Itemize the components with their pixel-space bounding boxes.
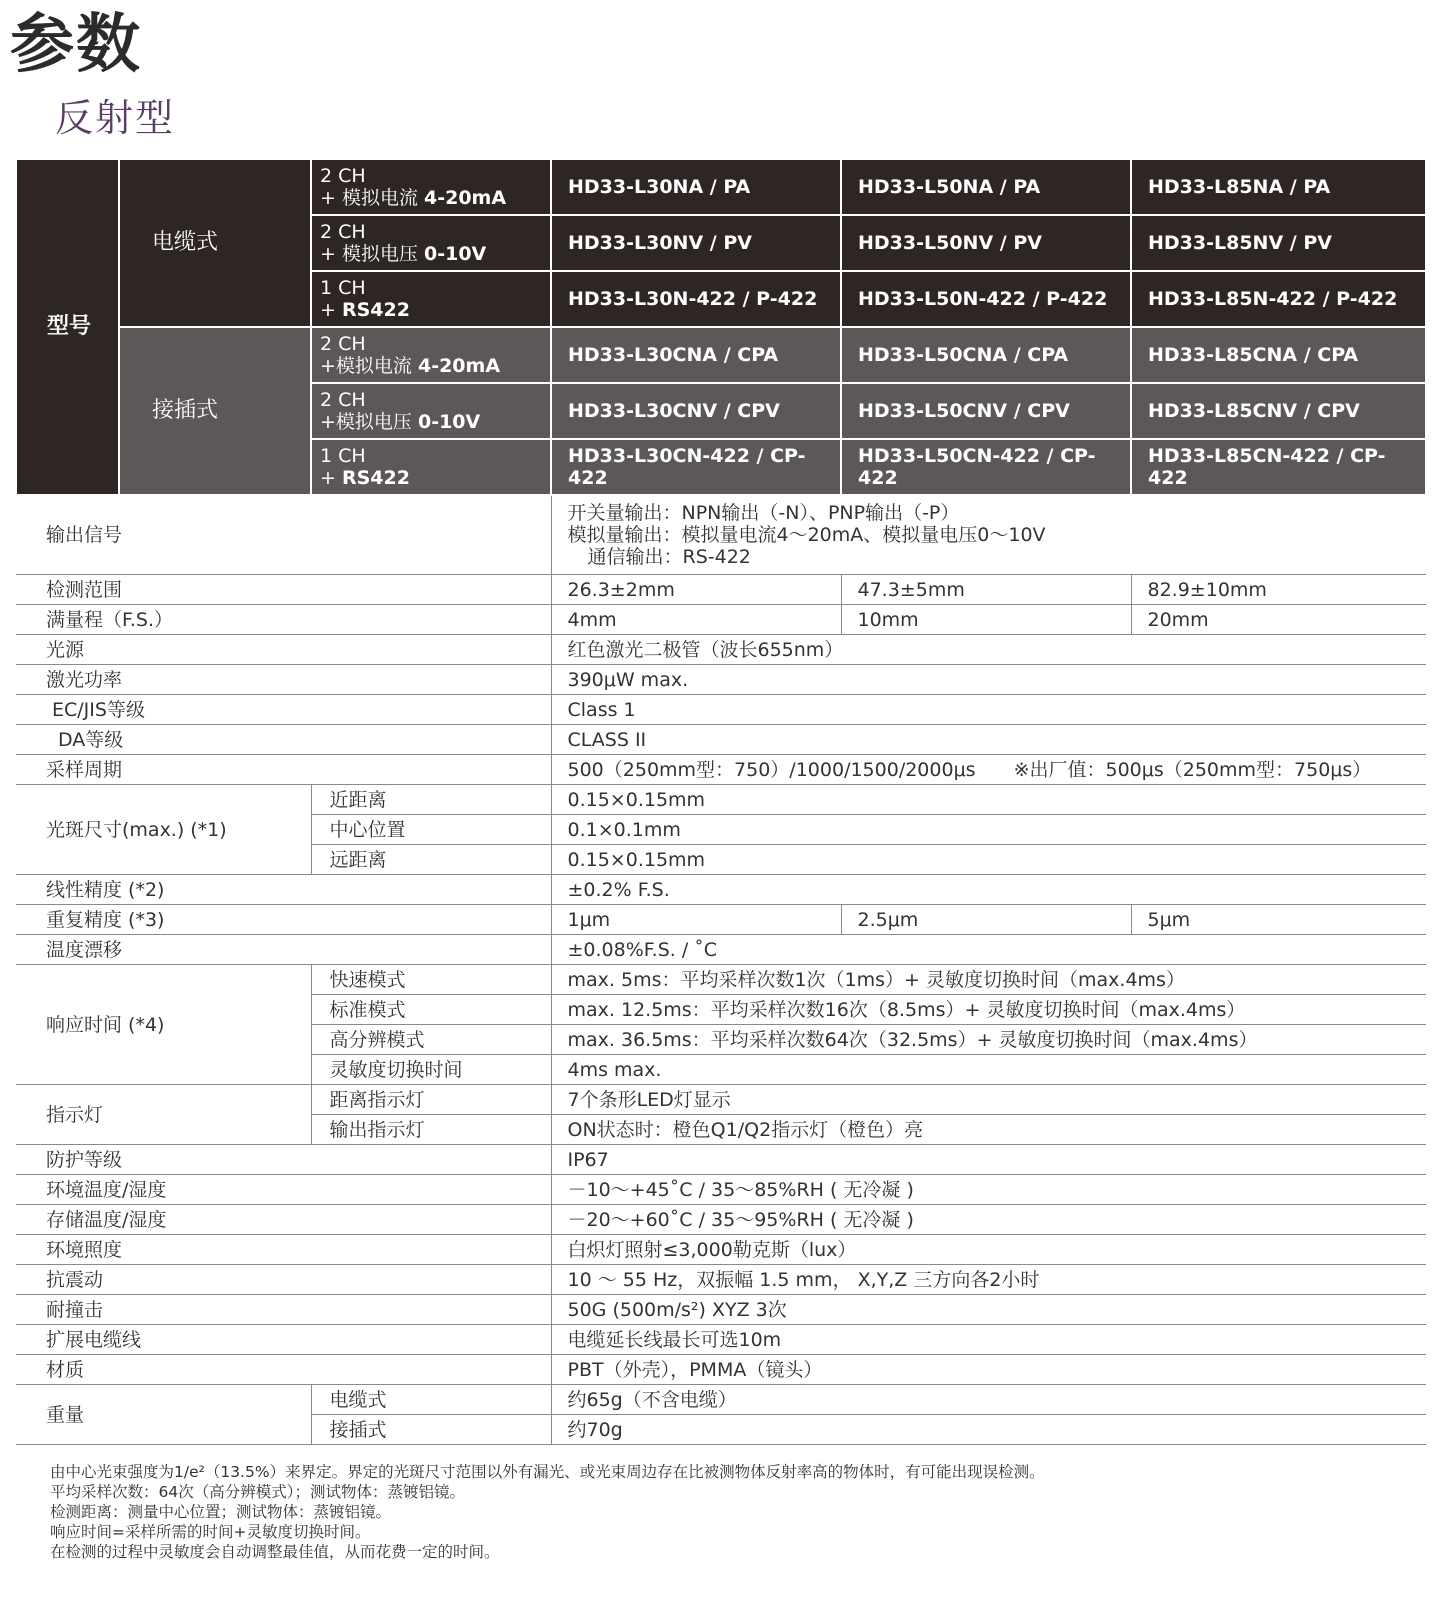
spec-label: 重复精度 (*3) [16,905,551,935]
model-code: HD33-L85N-422 / P-422 [1131,271,1426,327]
spec-row-protection [16,1145,1426,1175]
spec-value: 390μW max. [551,665,1426,695]
spec-sublabel: 标准模式 [311,995,551,1025]
spec-sublabel: 高分辨模式 [311,1025,551,1055]
spec-row-temp-drift [16,935,1426,965]
footnote: 检测距离：测量中心位置；测试物体：蒸镀铝镜。 [50,1503,392,1521]
spec-row-output-signal [16,495,1426,575]
model-code: HD33-L30NA / PA [551,159,841,215]
spec-label: 防护等级 [16,1145,551,1175]
model-code: HD33-L30CN-422 / CP-422 [551,439,841,495]
model-code: HD33-L30CNV / CPV [551,383,841,439]
spec-value: 红色激光二极管（波长655nm） [551,635,1426,665]
group-label-cable: 电缆式 [119,159,311,327]
model-code: HD33-L50CNV / CPV [841,383,1131,439]
spec-row-env-temp [16,1175,1426,1205]
spec-row-light-source [16,635,1426,665]
footnote: 响应时间=采样所需的时间+灵敏度切换时间。 [50,1523,371,1541]
spec-label: 指示灯 [16,1085,311,1145]
footnote: 平均采样次数：64次（高分辨模式）；测试物体：蒸镀铝镜。 [50,1483,465,1501]
spec-row-spot [16,785,1426,815]
spec-value: IP67 [551,1145,1426,1175]
spec-value: －10～+45˚C / 35～85%RH ( 无冷凝 ) [551,1175,1426,1205]
model-code: HD33-L50NV / PV [841,215,1131,271]
spec-value: 5μm [1131,905,1426,935]
spec-row-cable [16,1325,1426,1355]
model-code: HD33-L85CNA / CPA [1131,327,1426,383]
spec-value: 20mm [1131,605,1426,635]
spec-value: 10mm [841,605,1131,635]
channel-cell: 2 CH +模拟电流 4-20mA [311,327,551,383]
spec-sublabel: 快速模式 [311,965,551,995]
spec-value: 47.3±5mm [841,575,1131,605]
spec-label: 温度漂移 [16,935,551,965]
spec-sublabel: 近距离 [311,785,551,815]
spec-row-laser-power [16,665,1426,695]
spec-sublabel: 输出指示灯 [311,1115,551,1145]
model-code: HD33-L85NA / PA [1131,159,1426,215]
spec-row-illuminance [16,1235,1426,1265]
spec-label: 光源 [16,635,551,665]
spec-row-vibration [16,1265,1426,1295]
spec-value: max. 12.5ms：平均采样次数16次（8.5ms）+ 灵敏度切换时间（max.4ms） [551,995,1426,1025]
spec-value: CLASS II [551,725,1426,755]
spec-label: 响应时间 (*4) [16,965,311,1085]
channel-cell: 2 CH +模拟电压 0-10V [311,383,551,439]
footnote: 在检测的过程中灵敏度会自动调整最佳值，从而花费一定的时间。 [50,1543,500,1561]
spec-row-ec-jis [16,695,1426,725]
channel-cell: 1 CH + RS422 [311,271,551,327]
spec-label: DA等级 [16,725,551,755]
spec-label: 检测范围 [16,575,551,605]
spec-sublabel: 中心位置 [311,815,551,845]
spec-value: 4mm [551,605,841,635]
spec-value: 26.3±2mm [551,575,841,605]
spec-label: 激光功率 [16,665,551,695]
spec-label: EC/JIS等级 [16,695,551,725]
spec-value: ±0.08%F.S. / ˚C [551,935,1426,965]
channel-cell: 2 CH + 模拟电压 0-10V [311,215,551,271]
spec-row-full-scale [16,605,1426,635]
model-code: HD33-L50CNA / CPA [841,327,1131,383]
spec-label: 环境照度 [16,1235,551,1265]
spec-row-storage-temp [16,1205,1426,1235]
spec-label: 线性精度 (*2) [16,875,551,905]
spec-value: 4ms max. [551,1055,1426,1085]
spec-row-linearity [16,875,1426,905]
spec-value: 白炽灯照射≤3,000勒克斯（lux） [551,1235,1426,1265]
spec-sublabel: 灵敏度切换时间 [311,1055,551,1085]
spec-value: ±0.2% F.S. [551,875,1426,905]
spec-label: 光斑尺寸(max.) (*1) [16,785,311,875]
spec-table [15,158,1427,1445]
spec-sublabel: 远距离 [311,845,551,875]
model-code: HD33-L30NV / PV [551,215,841,271]
page-subtitle: 反射型 [55,96,176,140]
channel-cell: 2 CH + 模拟电流 4-20mA [311,159,551,215]
spec-label: 抗震动 [16,1265,551,1295]
spec-row-detect-range [16,575,1426,605]
spec-value: max. 5ms：平均采样次数1次（1ms）+ 灵敏度切换时间（max.4ms） [551,965,1426,995]
spec-value: ON状态时：橙色Q1/Q2指示灯（橙色）亮 [551,1115,1426,1145]
model-code: HD33-L50N-422 / P-422 [841,271,1131,327]
channel-cell: 1 CH + RS422 [311,439,551,495]
spec-row-material [16,1355,1426,1385]
spec-value: －20～+60˚C / 35～95%RH ( 无冷凝 ) [551,1205,1426,1235]
spec-row-sampling [16,755,1426,785]
spec-sublabel: 电缆式 [311,1385,551,1415]
spec-label: 存储温度/湿度 [16,1205,551,1235]
model-code: HD33-L50NA / PA [841,159,1131,215]
spec-value: PBT（外壳），PMMA（镜头） [551,1355,1426,1385]
spec-label: 扩展电缆线 [16,1325,551,1355]
spec-label: 采样周期 [16,755,551,785]
model-row [16,327,1426,383]
spec-row-da [16,725,1426,755]
spec-value: 开关量输出：NPN输出（-N）、PNP输出（-P） 模拟量输出：模拟量电流4～20mA、模拟量电压0～10V 通信输出：RS-422 [551,495,1426,575]
spec-label: 重量 [16,1385,311,1445]
footnotes [50,1462,1045,1562]
spec-value: 0.15×0.15mm [551,845,1426,875]
spec-label: 环境温度/湿度 [16,1175,551,1205]
spec-value: max. 36.5ms：平均采样次数64次（32.5ms）+ 灵敏度切换时间（max.4ms） [551,1025,1426,1055]
model-code: HD33-L30CNA / CPA [551,327,841,383]
spec-value: 电缆延长线最长可选10m [551,1325,1426,1355]
model-code: HD33-L85NV / PV [1131,215,1426,271]
model-label: 型号 [16,159,119,495]
spec-value: 10 ～ 55 Hz，双振幅 1.5 mm， X,Y,Z 三方向各2小时 [551,1265,1426,1295]
spec-value: 50G (500m/s²) XYZ 3次 [551,1295,1426,1325]
spec-row-shock [16,1295,1426,1325]
spec-sublabel: 接插式 [311,1415,551,1445]
spec-value: 7个条形LED灯显示 [551,1085,1426,1115]
model-code: HD33-L30N-422 / P-422 [551,271,841,327]
spec-row-weight [16,1385,1426,1415]
spec-row-response [16,965,1426,995]
spec-value: 1μm [551,905,841,935]
spec-value: 约65g（不含电缆） [551,1385,1426,1415]
spec-label: 输出信号 [16,495,551,575]
spec-sublabel: 距离指示灯 [311,1085,551,1115]
spec-value: 2.5μm [841,905,1131,935]
model-code: HD33-L85CN-422 / CP-422 [1131,439,1426,495]
spec-value: 82.9±10mm [1131,575,1426,605]
model-code: HD33-L85CNV / CPV [1131,383,1426,439]
spec-value: Class 1 [551,695,1426,725]
model-code: HD33-L50CN-422 / CP-422 [841,439,1131,495]
spec-label: 耐撞击 [16,1295,551,1325]
spec-value: 0.15×0.15mm [551,785,1426,815]
spec-value: 500（250mm型：750）/1000/1500/2000μs ※出厂值：500μs（250mm型：750μs） [551,755,1426,785]
spec-value: 0.1×0.1mm [551,815,1426,845]
spec-label: 满量程（F.S.） [16,605,551,635]
spec-label: 材质 [16,1355,551,1385]
page-title: 参数 [10,8,142,82]
spec-row-repeatability [16,905,1426,935]
spec-value: 约70g [551,1415,1426,1445]
footnote: 由中心光束强度为1/e²（13.5%）来界定。界定的光斑尺寸范围以外有漏光、或光束周边存在比被测物体反射率高的物体时，有可能出现误检测。 [50,1463,1045,1481]
model-row [16,159,1426,215]
spec-row-indicator [16,1085,1426,1115]
group-label-connector: 接插式 [119,327,311,495]
